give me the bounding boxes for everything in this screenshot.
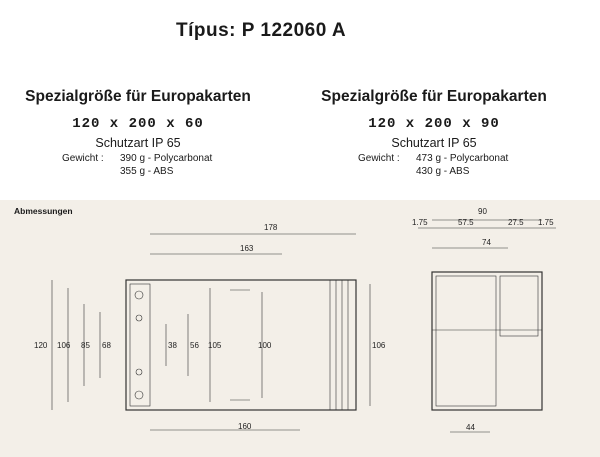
left-weight-label: Gewicht : (62, 153, 104, 164)
dim-120: 120 (34, 341, 48, 350)
dim-106-right: 106 (372, 341, 386, 350)
right-spec-block (294, 88, 574, 178)
dim-56: 56 (190, 341, 199, 350)
front-end-cap (130, 284, 150, 406)
dim-85: 85 (81, 341, 90, 350)
side-housing-outline (432, 272, 542, 410)
dim-90: 90 (478, 207, 487, 216)
right-spec-protection: Schutzart IP 65 (391, 136, 477, 150)
left-weight-abs: 355 g - ABS (120, 166, 174, 177)
left-spec-heading: Spezialgröße für Europakarten (25, 88, 251, 105)
drawing-label: Abmessungen (14, 206, 73, 216)
dim-1-75-right: 1.75 (538, 218, 554, 227)
right-spec-dimensions: 120 x 200 x 90 (368, 116, 500, 132)
screw-top (135, 291, 143, 299)
dim-163: 163 (240, 244, 254, 253)
dim-38: 38 (168, 341, 177, 350)
left-weight-pc: 390 g - Polycarbonat (120, 153, 213, 164)
dim-44: 44 (466, 423, 475, 432)
right-weight-pc: 473 g - Polycarbonat (416, 153, 509, 164)
technical-drawing (0, 200, 600, 457)
dim-68: 68 (102, 341, 111, 350)
dim-160: 160 (238, 422, 252, 431)
right-spec-heading: Spezialgröße für Europakarten (321, 88, 547, 105)
dim-105: 105 (208, 341, 222, 350)
dim-178: 178 (264, 223, 278, 232)
dim-106: 106 (57, 341, 71, 350)
left-spec-dimensions: 120 x 200 x 60 (72, 116, 204, 132)
right-weight-label: Gewicht : (358, 153, 400, 164)
dim-27-5: 27.5 (508, 218, 524, 227)
dim-57-5: 57.5 (458, 218, 474, 227)
left-spec-protection: Schutzart IP 65 (95, 136, 181, 150)
dim-74: 74 (482, 238, 491, 247)
left-spec-block (0, 88, 278, 178)
dim-100: 100 (258, 341, 272, 350)
side-lid (436, 276, 496, 406)
page-title: Típus: P 122060 A (176, 20, 347, 41)
right-spec-weights (294, 152, 574, 178)
right-weight-abs: 430 g - ABS (416, 166, 470, 177)
screw-bottom (135, 391, 143, 399)
dim-1-75-left: 1.75 (412, 218, 428, 227)
left-spec-weights (0, 152, 278, 178)
front-housing-outline (126, 280, 356, 410)
side-body (500, 276, 538, 336)
